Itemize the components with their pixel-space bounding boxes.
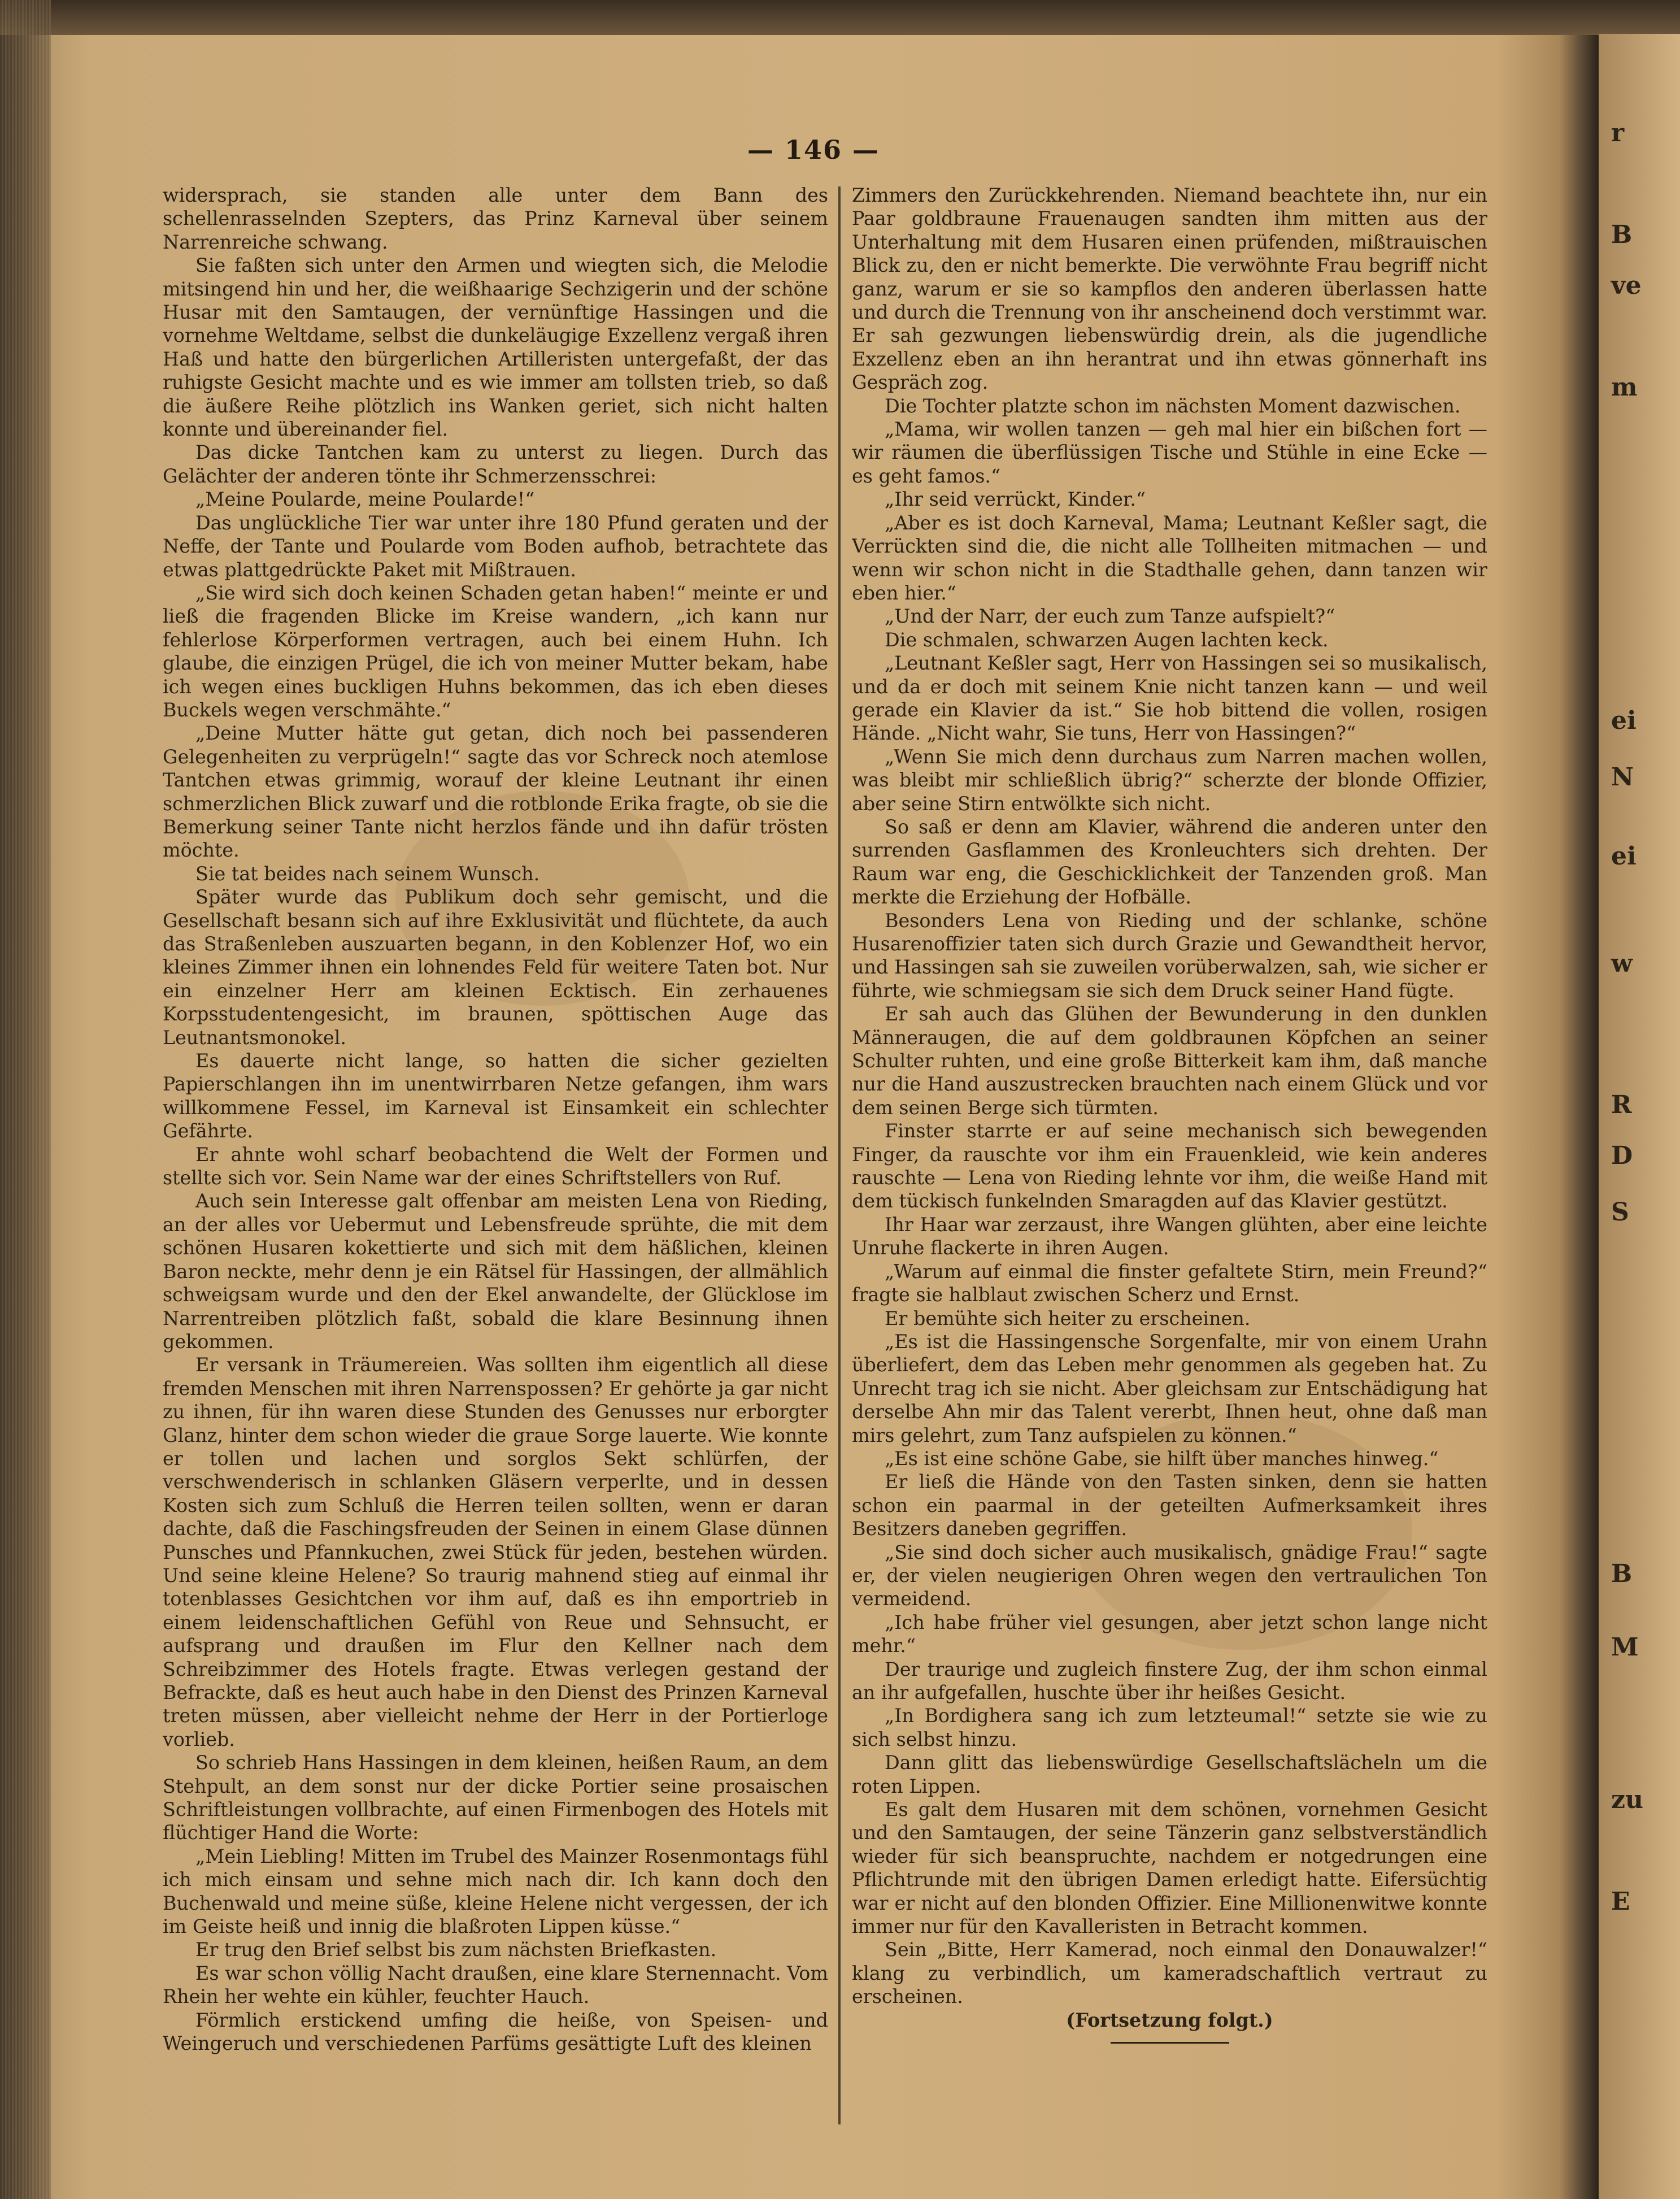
- paragraph: „Mein Liebling! Mitten im Trubel des Mainzer Rosenmontags fühl ich mich einsam und sehne mich nach dir. Ich kann doch den Buchenwald und meine süße, kleine Helene nicht vergessen, der ich im Geiste heiß und innig die blaßroten Lippen küsse.“: [163, 1845, 828, 1938]
- adjacent-page-letter: m: [1611, 373, 1638, 402]
- paragraph: „Ihr seid verrückt, Kinder.“: [885, 488, 1146, 511]
- paragraph: Förmlich erstickend umfing die heiße, von Speisen- und Weingeruch und verschiedenen Parfüms gesättigte Luft des kleinen: [163, 2009, 828, 2055]
- paragraph: „Deine Mutter hätte gut getan, dich noch bei passenderen Gelegenheiten zu verprügeln!“ sagte das vor Schreck noch atemlose Tantchen etwas grimmig, worauf der kleine Leutnant ihr einen schmerzlichen Blick zuwarf und die rotblonde Erika fragte, ob sie die Bemerkung seiner Tante nicht herzlos fände und ihn dafür trösten möchte.: [163, 722, 828, 862]
- paragraph: Er bemühte sich heiter zu erscheinen.: [885, 1307, 1251, 1329]
- paragraph: Dann glitt das liebenswürdige Gesellschaftslächeln um die roten Lippen.: [852, 1752, 1487, 1797]
- adjacent-page-letter: D: [1611, 1141, 1633, 1170]
- paragraph: „Wenn Sie mich denn durchaus zum Narren machen wollen, was bleibt mir schließlich übrig?“ scherzte der blonde Offizier, aber seine Stirn entwölkte sich nicht.: [852, 745, 1487, 815]
- adjacent-page-letter: ei: [1611, 842, 1637, 871]
- paragraph: „Aber es ist doch Karneval, Mama; Leutnant Keßler sagt, die Verrückten sind die, die nicht alle Tollheiten mitmachen — und wenn wir schon nicht in die Stadthalle gehen, dann tanzen wir eben hier.“: [852, 511, 1487, 604]
- adjacent-page-letter: M: [1611, 1633, 1639, 1662]
- paragraph: Er ahnte wohl scharf beobachtend die Welt der Formen und stellte sich vor. Sein Name war der eines Schriftstellers von Ruf.: [163, 1143, 828, 1189]
- paragraph: „Sie wird sich doch keinen Schaden getan haben!“ meinte er und ließ die fragenden Blicke im Kreise wandern, „ich kann nur fehlerlose Körperformen vertragen, auch bei einem Huhn. Ich glaube, die einzigen Prügel, die ich von meiner Mutter bekam, habe ich wegen eines buckligen Huhns bekommen, das ich eben dieses Buckels wegen verschmähte.“: [163, 581, 828, 721]
- paragraph: „In Bordighera sang ich zum letzteumal!“ setzte sie wie zu sich selbst hinzu.: [852, 1705, 1487, 1750]
- paragraph: Es galt dem Husaren mit dem schönen, vornehmen Gesicht und den Samtaugen, der seine Tänzerin ganz selbstverständlich wieder für sich beanspruchte, nachdem er notgedrungen eine Pflichtrunde mit den übrigen Damen erledigt hatte. Eifersüchtig war er nicht auf den blonden Offizier. Eine Millionenwitwe konnte immer nur für den Kavalleristen in Betracht kommen.: [852, 1798, 1487, 1938]
- adjacent-page-letter: ve: [1611, 271, 1642, 300]
- paragraph: Das dicke Tantchen kam zu unterst zu liegen. Durch das Gelächter der anderen tönte ihr Schmerzensschrei:: [163, 441, 828, 487]
- paragraph: Sie faßten sich unter den Armen und wiegten sich, die Melodie mitsingend hin und her, die weißhaarige Sechzigerin und der schöne Husar mit den Samtaugen, der vernünftige Hassingen und die vornehme Weltdame, selbst die dunkeläugige Exzellenz vergaß ihren Haß und hatte den bürgerlichen Artilleristen untergefaßt, der das ruhigste Gesicht machte und es wie immer am tollsten trieb, so daß die äußere Reihe plötzlich ins Wanken geriet, sich nicht halten konnte und übereinander fiel.: [163, 254, 828, 441]
- paragraph: „Es ist die Hassingensche Sorgenfalte, mir von einem Urahn überliefert, dem das Leben mehr genommen als gegeben hat. Zu Unrecht trag ich sie nicht. Aber gleichsam zur Entschädigung hat derselbe Ahn mir das Talent vererbt, Ihnen heut, ohne daß man mirs gelehrt, zum Tanz aufspielen zu können.“: [852, 1330, 1487, 1446]
- adjacent-page-letter: B: [1611, 220, 1633, 249]
- paragraph: Es dauerte nicht lange, so hatten die sicher gezielten Papierschlangen ihn im unentwirrbaren Netze gefangen, ihm wars willkommene Fessel, im Karneval ist Einsamkeit ein schlechter Gefährte.: [163, 1050, 828, 1142]
- adjacent-page-letter: S: [1611, 1198, 1629, 1227]
- paragraph: „Es ist eine schöne Gabe, sie hilft über manches hinweg.“: [885, 1447, 1439, 1470]
- adjacent-page-letter: B: [1611, 1559, 1633, 1588]
- paragraph: „Mama, wir wollen tanzen — geh mal hier ein bißchen fort — wir räumen die überflüssigen Tische und Stühle in eine Ecke — es geht famos.“: [852, 418, 1487, 487]
- text-column-left: [163, 184, 828, 2116]
- adjacent-page-letter: ei: [1611, 706, 1637, 735]
- paragraph: „Leutnant Keßler sagt, Herr von Hassingen sei so musikalisch, und da er doch mit seinem Knie nicht tanzen kann — und weil gerade ein Klavier da ist.“ Sie hob bittend die vollen, rosigen Hände. „Nicht wahr, Sie tuns, Herr von Hassingen?“: [852, 652, 1487, 745]
- adjacent-page-letter: N: [1611, 763, 1634, 792]
- end-rule: [1111, 2042, 1229, 2044]
- paragraph: So saß er denn am Klavier, während die anderen unter den surrenden Gasflammen des Kronleuchters sich drehten. Der Raum war eng, die Geschicklichkeit der Tanzenden groß. Man merkte die Erziehung der Hofbälle.: [852, 815, 1487, 909]
- text-column-right: [852, 184, 1487, 2116]
- paragraph: „Ich habe früher viel gesungen, aber jetzt schon lange nicht mehr.“: [852, 1611, 1487, 1657]
- continuation-note: (Fortsetzung folgt.): [1066, 2009, 1273, 2031]
- paragraph: „Und der Narr, der euch zum Tanze aufspielt?“: [885, 605, 1335, 628]
- paragraph: Der traurige und zugleich finstere Zug, der ihm schon einmal an ihr aufgefallen, huschte über ihr heißes Gesicht.: [852, 1658, 1487, 1703]
- book-cover-edge: [0, 0, 1680, 35]
- adjacent-page-letter: r: [1611, 119, 1625, 147]
- paragraph: Sein „Bitte, Herr Kamerad, noch einmal den Donauwalzer!“ klang zu verbindlich, um kameradschaftlich vertraut zu erscheinen.: [852, 1939, 1487, 2008]
- paragraph: Besonders Lena von Rieding und der schlanke, schöne Husarenoffizier taten sich durch Grazie und Gewandtheit hervor, und Hassingen sah sie zuweilen vorüberwalzen, sah, wie sicher er führte, wie schmiegsam sie sich dem Druck seiner Hand fügte.: [852, 909, 1487, 1002]
- adjacent-page-letter: zu: [1611, 1785, 1643, 1814]
- paragraph: „Warum auf einmal die finster gefaltete Stirn, mein Freund?“ fragte sie halblaut zwischen Scherz und Ernst.: [852, 1260, 1487, 1306]
- paragraph: Die schmalen, schwarzen Augen lachten keck.: [885, 628, 1329, 651]
- adjacent-page-letter: R: [1611, 1090, 1632, 1119]
- paragraph: Finster starrte er auf seine mechanisch sich bewegenden Finger, da rauschte vor ihm ein Frauenkleid, wie kein anderes rauschte — Lena von Rieding lehnte vor ihm, die weiße Hand mit dem tückisch funkelnden Smaragden auf das Klavier gestützt.: [852, 1120, 1487, 1213]
- paragraph: So schrieb Hans Hassingen in dem kleinen, heißen Raum, an dem Stehpult, an dem sonst nur der dicke Portier seine prosaischen Schriftleistungen vollbrachte, auf einen Firmenbogen des Hotels mit flüchtiger Hand die Worte:: [163, 1752, 828, 1844]
- paragraph: Das unglückliche Tier war unter ihre 180 Pfund geraten und der Neffe, der Tante und Poularde vom Boden aufhob, betrachtete das etwas plattgedrückte Paket mit Mißtrauen.: [163, 511, 828, 581]
- adjacent-page-fragment: [1599, 34, 1680, 2199]
- paragraph: Die Tochter platzte schon im nächsten Moment dazwischen.: [885, 394, 1461, 417]
- paragraph: Später wurde das Publikum doch sehr gemischt, und die Gesellschaft besann sich auf ihre Exklusivität und flüchtete, da auch das Straßenleben auszuarten begann, in den Koblenzer Hof, wo ein kleines Zimmer ihnen ein lohnendes Feld für weitere Taten bot. Nur ein einzelner Herr am kleinen Ecktisch. Ein zerhauenes Korpsstudentengesicht, im braunen, spöttischen Auge das Leutnantsmonokel.: [163, 886, 828, 1049]
- paragraph: Er ließ die Hände von den Tasten sinken, denn sie hatten schon ein paarmal in der geteilten Aufmerksamkeit ihres Besitzers daneben gegriffen.: [852, 1471, 1487, 1540]
- paragraph: Ihr Haar war zerzaust, ihre Wangen glühten, aber eine leichte Unruhe flackerte in ihren Augen.: [852, 1213, 1487, 1259]
- paragraph: Sie tat beides nach seinem Wunsch.: [195, 862, 540, 885]
- paragraph: Er trug den Brief selbst bis zum nächsten Briefkasten.: [195, 1939, 717, 1961]
- adjacent-page-letter: w: [1611, 949, 1633, 978]
- paragraph: Auch sein Interesse galt offenbar am meisten Lena von Rieding, an der alles vor Uebermut und Lebensfreude sprühte, die mit dem schönen Husaren kokettierte und sich mit dem häßlichen, kleinen Baron neckte, mehr denn je ein Rätsel für Hassingen, der allmählich schweigsam wurde und den der Ekel anwandelte, der Glücklose im Narrentreiben plötzlich faßt, sobald die klare Besinnung ihnen gekommen.: [163, 1190, 828, 1353]
- paragraph: Er versank in Träumereien. Was sollten ihm eigentlich all diese fremden Menschen mit ihren Narrenspossen? Er gehörte ja gar nicht zu ihnen, für ihn waren diese Stunden des Genusses nur erborgter Glanz, hinter dem schon wieder die graue Sorge lauerte. Wie konnte er tollen und lachen und sorglos Sekt schlürfen, der verschwenderisch in schlanken Gläsern verperlte, und in dessen Kosten sich zum Schluß die Herren teilen sollten, wenn er daran dachte, daß die Faschingsfreuden der Seinen in einem Glase dünnen Punsches und Pfannkuchen, zwei Stück für jeden, bestehen würden. Und seine kleine Helene? So traurig mahnend stieg auf einmal ihr totenblasses Gesichtchen vor ihm auf, daß es ihn emportrieb in einem leidenschaftlichen Gefühl von Reue und Sehnsucht, er aufsprang und draußen im Flur den Kellner nach dem Schreibzimmer des Hotels fragte. Etwas verlegen gestand der Befrackte, daß es heut auch habe in den Dienst des Prinzen Karneval treten müssen, aber vielleicht nehme der Herr in der Portierloge vorlieb.: [163, 1354, 828, 1750]
- page-number: — 146 —: [747, 134, 880, 165]
- paragraph: widersprach, sie standen alle unter dem Bann des schellenrasselnden Szepters, das Prinz Karneval über seinem Narrenreiche schwang.: [163, 184, 828, 253]
- adjacent-page-letter: E: [1611, 1887, 1630, 1916]
- paragraph: „Sie sind doch sicher auch musikalisch, gnädige Frau!“ sagte er, der vielen neugierigen Ohren wegen den vertraulichen Ton vermeidend.: [852, 1541, 1487, 1610]
- column-divider: [838, 186, 841, 2124]
- page-stack-edge: [0, 0, 51, 2199]
- paragraph: Es war schon völlig Nacht draußen, eine klare Sternennacht. Vom Rhein her wehte ein kühler, feuchter Hauch.: [163, 1962, 828, 2008]
- paragraph: Zimmers den Zurückkehrenden. Niemand beachtete ihn, nur ein Paar goldbraune Frauenaugen sandten ihm mitten aus der Unterhaltung mit dem Husaren einen prüfenden, mißtrauischen Blick zu, den er nicht bemerkte. Die verwöhnte Frau begriff nicht ganz, warum er sie so kampflos den anderen überlassen hatte und durch die Trennung von ihr anscheinend doch verstimmt war. Er sah gezwungen liebenswürdig drein, als die jugendliche Exzellenz eben an ihn herantrat und ihn etwas gönnerhaft ins Gespräch zog.: [852, 184, 1487, 394]
- paragraph: „Meine Poularde, meine Poularde!“: [195, 488, 535, 511]
- paragraph: Er sah auch das Glühen der Bewunderung in den dunklen Männeraugen, die auf dem goldbraunen Köpfchen an seiner Schulter ruhten, und eine große Bitterkeit kam ihm, daß manche nur die Hand auszustrecken brauchten nach einem Glück und vor dem seinen Berge sich türmten.: [852, 1003, 1487, 1119]
